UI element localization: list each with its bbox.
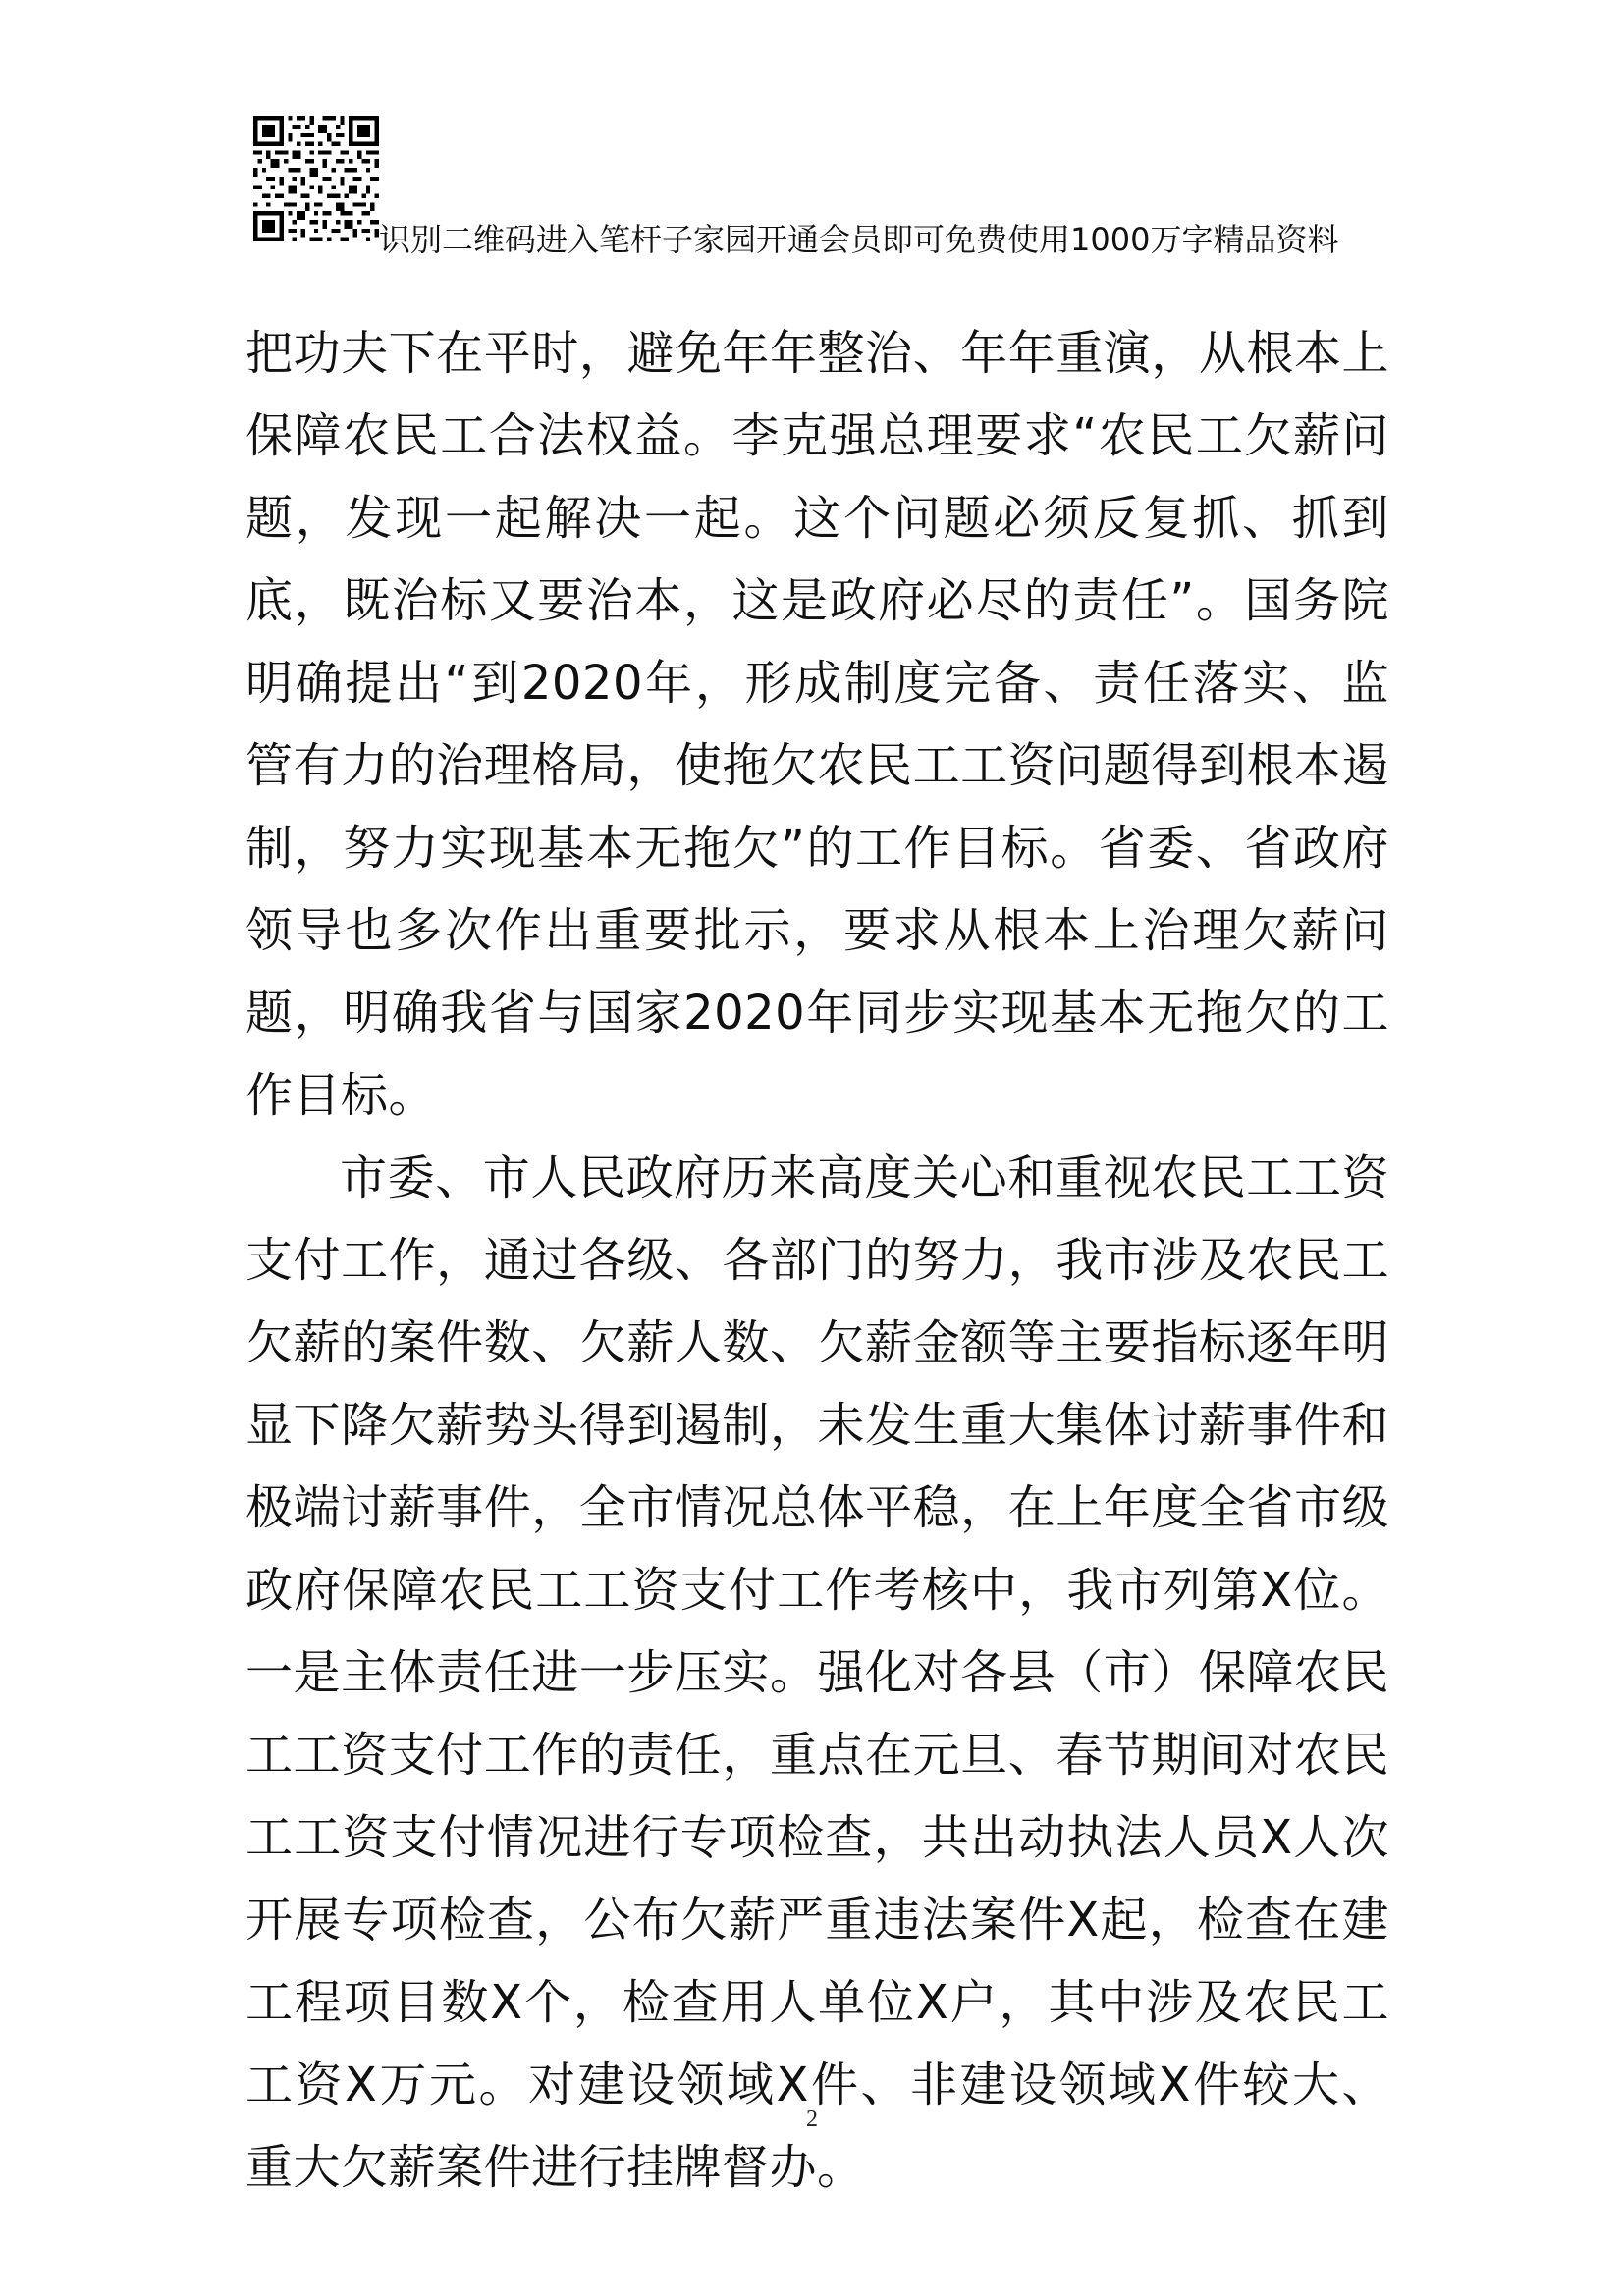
qr-code-icon[interactable] [253, 116, 379, 241]
header-note: 识别二维码进入笔杆子家园开通会员即可免费使用1000万字精品资料 [379, 221, 1339, 258]
paragraph: 把功夫下在平时，避免年年整治、年年重演，从根本上保障农民工合法权益。李克强总理要求“农民工欠薪问题，发现一起解决一起。这个问题必须反复抓、抓到底，既治标又要治本，这是政府必尽的责任”。国务院明确提出“到2020年，形成制度完备、责任落实、监管有力的治理格局，使拖欠农民工工资问题得到根本遏制，努力实现基本无拖欠”的工作目标。省委、省政府领导也多次作出重要批示，要求从根本上治理欠薪问题，明确我省与国家2020年同步实现基本无拖欠的工作目标。 [245, 326, 1389, 1123]
document-body [245, 312, 1389, 2209]
paragraph: 市委、市人民政府历来高度关心和重视农民工工资支付工作，通过各级、各部门的努力，我市涉及农民工欠薪的案件数、欠薪人数、欠薪金额等主要指标逐年明显下降欠薪势头得到遏制，未发生重大集体讨薪事件和极端讨薪事件，全市情况总体平稳，在上年度全省市级政府保障农民工工资支付工作考核中，我市列第X位。一是主体责任进一步压实。强化对各县（市）保障农民工工资支付工作的责任，重点在元旦、春节期间对农民工工资支付情况进行专项检查，共出动执法人员X人次开展专项检查，公布欠薪严重违法案件X起，检查在建工程项目数X个，检查用人单位X户，其中涉及农民工工资X万元。对建设领域X件、非建设领域X件较大、重大欠薪案件进行挂牌督办。 [245, 1150, 1389, 2195]
page-number: 2 [806, 2107, 818, 2132]
page-header [253, 116, 1412, 258]
